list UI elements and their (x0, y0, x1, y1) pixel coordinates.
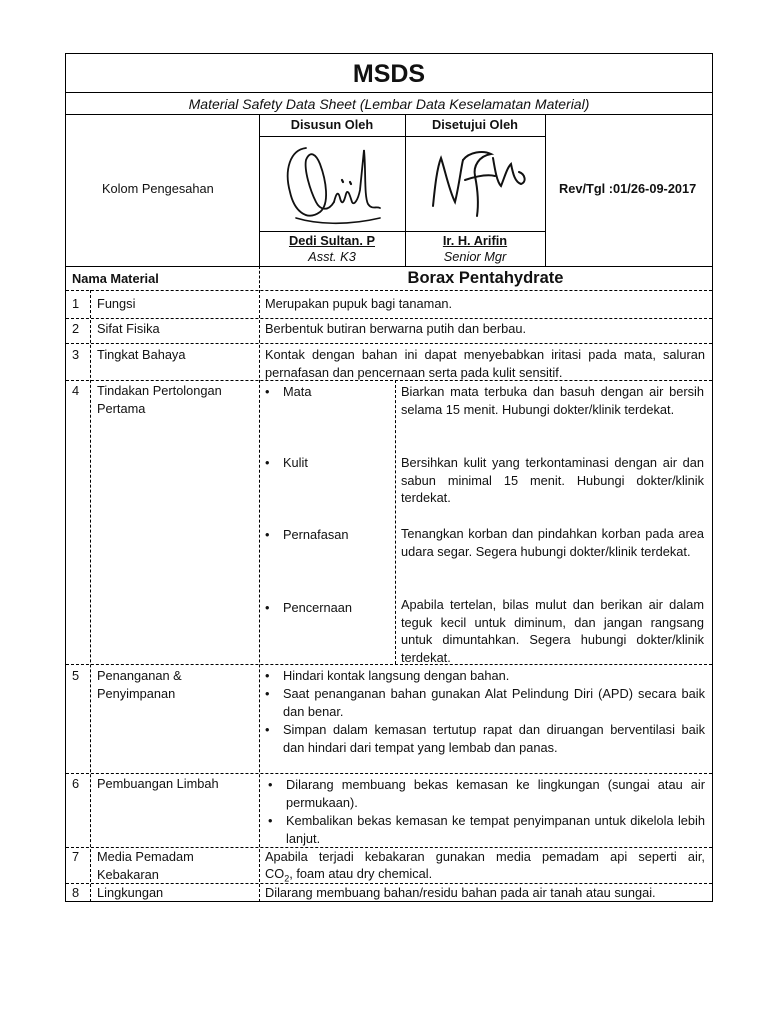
divider (66, 92, 712, 93)
section-text: Kontak dengan bahan ini dapat menyebabkan iritasi pada mata, saluran pernafasan dan pencernaan serta pada kulit sensitif. (265, 347, 705, 380)
section-text: Berbentuk butiran berwarna putih dan berbau. (265, 321, 527, 336)
divider (66, 380, 712, 381)
divider (259, 136, 545, 137)
divider (395, 380, 396, 664)
section-number: 4 (72, 383, 80, 398)
prepared-title: Asst. K3 (308, 249, 356, 264)
msds-sheet: MSDS Material Safety Data Sheet (Lembar Data Keselamatan Material) Kolom Pengesahan Disusun Oleh Disetujui Oleh Dedi Sultan. P Asst. K3 Ir. H. Arifin Senior Mgr Rev/Tgl :01/26-09-2017 Nama Material Borax Pentahydrate 1 Fungsi Merupakan pupuk bagi tanaman. 2 Sifat Fisika Berbentuk butiran berwarna putih dan berbau. 3 Tingkat Bahaya Kontak dengan bahan ini dapat menyebabkan iritasi pada mata, saluran pernafasan dan pencernaan serta pada kulit sensitif. 4 Tindakan Pertolongan Pertama • Mata Biarkan mata terbuka dan basuh dengan air bersih selama 15 menit. Hubungi dokter/klinik terdekat. • Kulit Bersihkan kulit yang terkontaminasi dengan air dan sabun minimal 15 menit. Hubungi dokter/klinik terdekat. • Pernafasan Tenangkan korban dan pindahkan korban pada area udara segar. Segera hubungi dokter/klinik terdekat. • Pencernaan Apabila tertelan, bilas mulut dan berikan air dalam teguk kecil untuk diminum, dan jangan rangsang untuk dimuntahkan. Segera hubungi dokter/klinik terdekat. 5 Penanganan & Penyimpanan • Hindari kontak langsung dengan bahan. • Saat penanganan bahan gunakan Alat Pelindung Diri (APD) secara baik dan benar. • Simpan dalam kemasan tertutup rapat dan diruangan berventilasi baik dan hindari dari tempat yang lembab dan panas. 6 Pembuangan Limbah • Dilarang membuang bekas kemasan ke lingkungan (sungai atau air permukaan). • Kembalikan bekas kemasan ke tempat penyimpanan untuk dikelola lebih lanjut. 7 Media Pemadam Kebakaran Apabila terjadi kebakaran gunakan media pemadam api seperti air, $CO_2$, foam atau dry chemical. 8 Lingkungan Dilarang membuang bahan/residu bahan pada air tanah atau sungai. (65, 53, 713, 902)
section-number: 6 (72, 776, 80, 791)
prepared-name: Dedi Sultan. P (288, 233, 376, 248)
section-label: Fungsi (97, 296, 136, 311)
first-aid-action: Biarkan mata terbuka dan basuh dengan air bersih selama 15 menit. Hubungi dokter/klinik terdekat. (401, 384, 704, 417)
section-number: 5 (72, 668, 80, 683)
section-label: Penanganan & Penyimpanan (97, 668, 182, 701)
approved-name: Ir. H. Arifin (442, 233, 508, 248)
divider (66, 664, 712, 665)
approval-row-label: Kolom Pengesahan (102, 181, 214, 196)
divider (259, 290, 260, 902)
section-text: Merupakan pupuk bagi tanaman. (265, 296, 453, 311)
section-number: 2 (72, 321, 80, 336)
section-label: Lingkungan (97, 885, 164, 900)
material-label: Nama Material (72, 271, 159, 286)
section-label: Pembuangan Limbah (97, 776, 219, 791)
first-aid-action: Apabila tertelan, bilas mulut dan berikan air dalam teguk kecil untuk diminum, dan jangan rangsang untuk dimuntahkan. Segera hubungi dokter/klinik terdekat. (401, 597, 704, 665)
section-label: Tingkat Bahaya (97, 347, 186, 362)
section-number: 3 (72, 347, 80, 362)
section-text: Apabila terjadi kebakaran gunakan media pemadam api seperti air, (265, 849, 705, 864)
divider (545, 114, 546, 266)
document-title: MSDS (352, 60, 426, 88)
divider (66, 290, 712, 291)
section-text: Dilarang membuang bahan/residu bahan pada air tanah atau sungai. (265, 885, 656, 900)
section-number: 7 (72, 849, 80, 864)
prepared-by-header: Disusun Oleh (290, 117, 374, 132)
prepared-signature (276, 140, 388, 228)
section-number: 1 (72, 296, 80, 311)
divider (66, 318, 712, 319)
section-number: 8 (72, 885, 80, 900)
first-aid-action: Bersihkan kulit yang terkontaminasi dengan air dan sabun minimal 15 menit. Hubungi dokter/klinik terdekat. (401, 455, 704, 505)
approved-by-header: Disetujui Oleh (431, 117, 519, 132)
material-name: Borax Pentahydrate (407, 269, 564, 287)
section-text: $CO_2$, foam atau dry chemical. (265, 866, 433, 884)
revision-date: Rev/Tgl :01/26-09-2017 (559, 181, 697, 196)
divider (90, 290, 91, 902)
approved-title: Senior Mgr (443, 249, 507, 264)
divider (66, 773, 712, 774)
section-label: Sifat Fisika (97, 321, 160, 336)
divider (66, 114, 712, 115)
section-label: Tindakan Pertolongan Pertama (97, 383, 222, 416)
first-aid-action: Tenangkan korban dan pindahkan korban pada area udara segar. Segera hubungi dokter/klinik terdekat. (401, 526, 704, 559)
divider (66, 343, 712, 344)
approved-signature (421, 146, 533, 226)
document-subtitle: Material Safety Data Sheet (Lembar Data Keselamatan Material) (188, 96, 590, 112)
section-label: Media Pemadam Kebakaran (97, 849, 194, 882)
